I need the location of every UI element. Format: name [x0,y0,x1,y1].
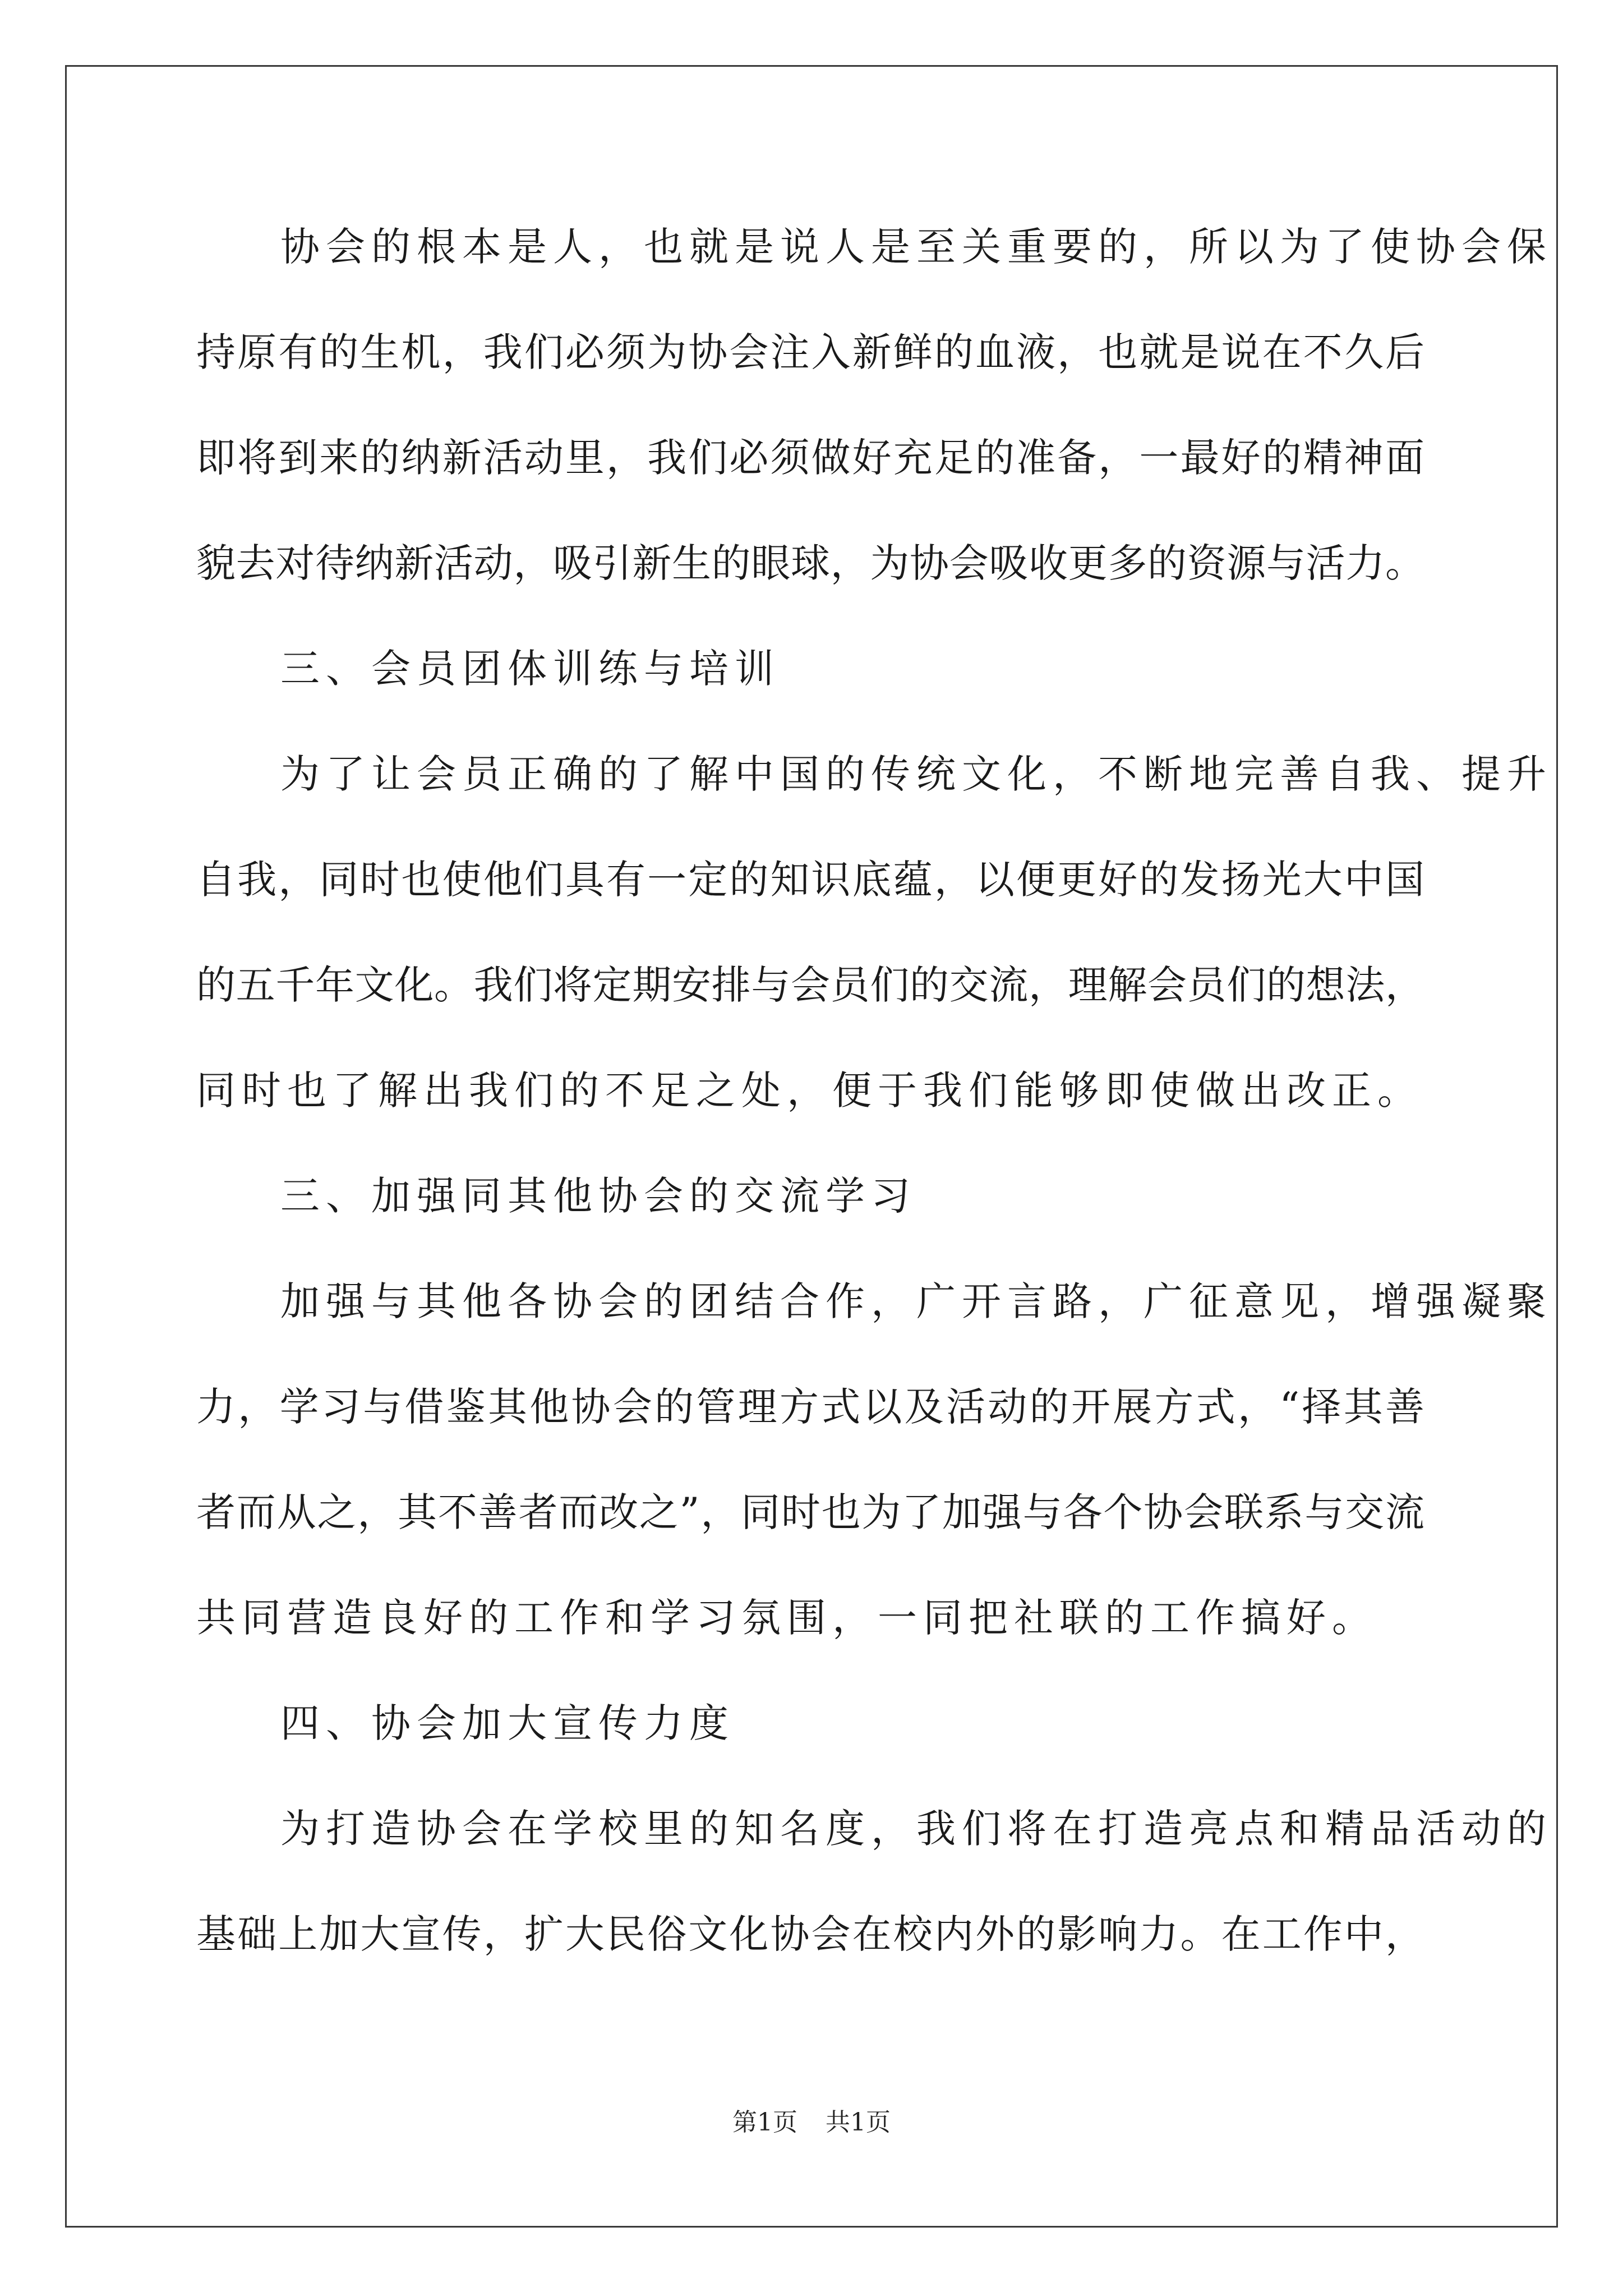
paragraph-4-line-1: 为打造协会在学校里的知名度，我们将在打造亮点和精品活动的 [280,1806,1552,1852]
paragraph-1-line-1: 协会的根本是人，也就是说人是至关重要的，所以为了使协会保 [280,224,1552,270]
paragraph-3-line-1: 加强与其他各协会的团结合作，广开言路，广征意见，增强凝聚 [280,1278,1552,1324]
page-footer [0,2106,1623,2139]
paragraph-2-line-2: 自我，同时也使他们具有一定的知识底蕴，以便更好的发扬光大中国 [196,857,1424,903]
paragraph-2-line-3: 的五千年文化。我们将定期安排与会员们的交流，理解会员们的想法， [196,962,1424,1008]
section-heading-publicity: 四、协会加大宣传力度 [280,1700,735,1746]
document-body [196,219,1552,2012]
page-total: 共1页 [826,2108,891,2137]
paragraph-3-line-3: 者而从之，其不善者而改之”，同时也为了加强与各个协会联系与交流 [196,1489,1424,1535]
paragraph-2-line-4: 同时也了解出我们的不足之处，便于我们能够即使做出改正。 [196,1068,1423,1114]
page-number: 第1页 [732,2108,797,2137]
paragraph-1-line-4: 貌去对待纳新活动，吸引新生的眼球，为协会吸收更多的资源与活力。 [196,540,1424,586]
paragraph-3-line-2: 力，学习与借鉴其他协会的管理方式以及活动的开展方式，“择其善 [196,1384,1424,1430]
paragraph-3-line-4: 共同营造良好的工作和学习氛围，一同把社联的工作搞好。 [196,1595,1377,1641]
paragraph-1-line-3: 即将到来的纳新活动里，我们必须做好充足的准备，一最好的精神面 [196,435,1424,481]
section-heading-exchange: 三、加强同其他协会的交流学习 [280,1173,916,1219]
paragraph-4-line-2: 基础上加大宣传，扩大民俗文化协会在校内外的影响力。在工作中， [196,1911,1424,1957]
paragraph-2-line-1: 为了让会员正确的了解中国的传统文化，不断地完善自我、提升 [280,751,1552,797]
paragraph-1-line-2: 持原有的生机，我们必须为协会注入新鲜的血液，也就是说在不久后 [196,329,1424,375]
section-heading-training: 三、会员团体训练与培训 [280,646,780,692]
